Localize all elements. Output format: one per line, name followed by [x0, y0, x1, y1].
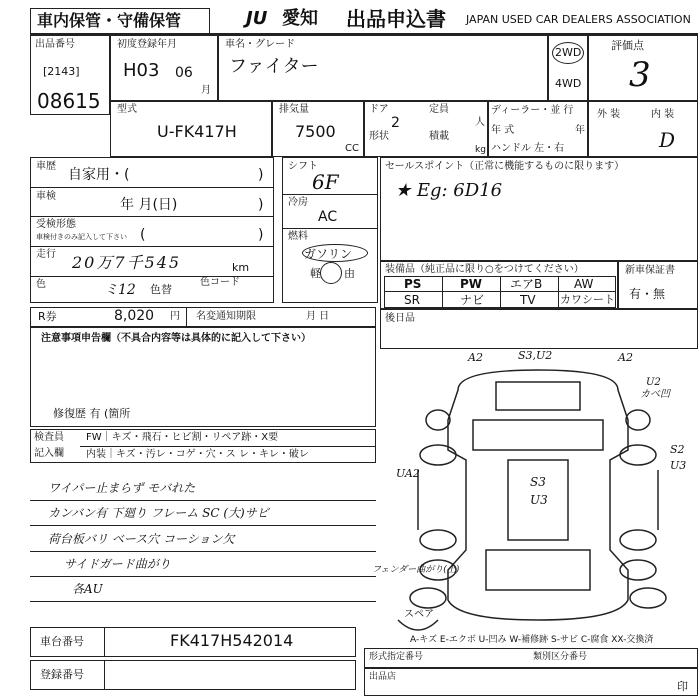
exterior-label: 外 装: [597, 109, 621, 120]
interior-grade: D: [659, 128, 676, 152]
sales-value: ★ Eg: 6D16: [395, 180, 503, 201]
mark-s2: S2: [670, 443, 685, 456]
equip-v3: [558, 276, 559, 308]
hist-line-1: [30, 187, 274, 188]
spare-label: スペア: [404, 609, 434, 620]
model-box: [110, 101, 272, 157]
storage-box: [30, 8, 210, 34]
cap-label: 定員: [429, 104, 449, 115]
mark-u2: U2: [646, 377, 661, 388]
interior-label: 内 装: [651, 109, 675, 120]
repair-label: 修復歴 有 (箇所: [53, 407, 131, 420]
color-code: 色コード: [200, 277, 240, 288]
mark-a2-right: A2: [618, 351, 633, 364]
equip-airbag: エアB: [510, 277, 543, 291]
color-label: 色: [36, 279, 46, 290]
model-label: 型式: [117, 104, 137, 115]
disp-value: 7500: [295, 122, 336, 141]
disp-label: 排気量: [279, 104, 309, 115]
hw-note-5: 各AU: [72, 582, 103, 596]
sales-box: [380, 157, 698, 261]
month-unit: 月: [201, 85, 211, 96]
drive-box: [548, 35, 588, 101]
recycle-yen: 円: [170, 311, 180, 322]
fuel-circle-2: [320, 262, 342, 284]
equip-tv: TV: [520, 293, 536, 307]
entry-label: 記入欄: [34, 448, 64, 459]
score-label: 評価点: [611, 39, 644, 52]
hw-note-1: ワイパー止まらず モバれた: [48, 481, 196, 495]
fender-note: フェンダー曲がり(上): [372, 565, 460, 575]
lot-small: [2143]: [43, 65, 80, 78]
mark-u3-right: U3: [670, 459, 687, 472]
history-close: ): [258, 167, 264, 183]
notes-label: 注意事項申告欄（不具合内容等は具体的に記入して下さい）: [41, 333, 311, 344]
notice-value: 月 日: [306, 311, 330, 322]
mark-a2-left: A2: [468, 351, 483, 364]
hw-line-5: [30, 601, 376, 602]
car-name: ファイター: [229, 56, 319, 77]
drive-2wd: 2WD: [555, 46, 582, 59]
color-value: ミ12: [104, 282, 136, 298]
notes-box: [30, 327, 376, 427]
chassis-div: [104, 627, 105, 657]
shape-label: 形状: [369, 131, 389, 142]
damage-legend: A-キズ E-エクボ U-凹み W-補修跡 S-サビ C-腐食 XX-交換済: [410, 635, 654, 645]
mark-s3-center: S3: [530, 475, 546, 489]
ju-logo: JU: [246, 8, 268, 29]
equip-sr: SR: [404, 293, 420, 307]
hist-line-3: [30, 246, 274, 247]
later-box: [380, 309, 698, 349]
hw-note-2: カンバン有 下廻り フレーム SC (大)サビ: [48, 506, 269, 520]
ac-value: AC: [318, 209, 338, 225]
equipment-label: 装備品（純正品に限り○をつけてください）: [385, 264, 584, 275]
aichi-label: 愛知: [282, 8, 318, 29]
seal-right: 印: [677, 680, 688, 693]
lot-label: 出品番号: [35, 39, 75, 50]
cc-unit: CC: [345, 143, 359, 154]
lot-box: [30, 35, 110, 115]
association-name: JAPAN USED CAR DEALERS ASSOCIATION: [466, 13, 691, 26]
fuel-alt: 軽: [310, 267, 321, 280]
disp-box: [272, 101, 364, 157]
inspection-label: 車検: [36, 191, 56, 202]
reg-label: 初度登録年月: [117, 39, 177, 50]
recycle-label: R券: [38, 310, 57, 323]
inspection-close: ): [258, 197, 264, 213]
seal-box: [364, 668, 698, 696]
equip-seat: カワシート: [560, 293, 615, 306]
cert-right: 類別区分番号: [533, 652, 588, 662]
mileage-value: 20万7千545: [72, 253, 182, 272]
load-label: 積載: [429, 131, 449, 142]
recycle-div: [186, 307, 187, 327]
interior-row: 内装｜キズ・汚レ・コゲ・穴・ス レ・キレ・破レ: [86, 449, 309, 460]
mark-kabe: カベ凹: [640, 389, 670, 400]
handle-label: ハンドル 左・右: [491, 143, 565, 154]
cert-box: [364, 648, 698, 668]
history-label: 車歴: [36, 161, 56, 172]
mark-u3-center: U3: [530, 493, 548, 507]
color-change: 色替: [150, 283, 172, 296]
name-box: [218, 35, 548, 101]
sales-label: セールスポイント（正常に機能するものに限ります）: [385, 161, 625, 172]
dealer-label: ディーラー・並 行: [491, 105, 574, 116]
fw-row: FW｜キズ・飛石・ヒビ割・リペア跡・X要: [86, 432, 279, 443]
shift-line-1: [282, 194, 378, 195]
test-note: 車検付きのみ記入して下さい: [36, 233, 127, 241]
hw-line-1: [30, 500, 376, 501]
storage-label: 車内保管・守備保管: [37, 11, 182, 30]
model-value: U-FK417H: [157, 122, 237, 141]
warranty-value: 有・無: [629, 287, 666, 301]
hw-note-3: 荷台板バリ ベース穴 コーション欠: [48, 532, 235, 546]
lot-number: 08615: [37, 89, 101, 113]
test-value: (: [140, 227, 146, 243]
equip-ps: PS: [404, 277, 422, 291]
hw-line-4: [30, 576, 376, 577]
ac-label: 冷房: [288, 197, 308, 208]
hw-note-4: サイドガード曲がり: [64, 557, 171, 571]
history-value: 自家用・(: [68, 167, 130, 183]
model-year-label: 年 式: [491, 125, 515, 136]
reg-box: [110, 35, 218, 101]
fw-mid: [80, 446, 376, 447]
reg-month: 06: [175, 65, 193, 81]
warranty-box: [618, 261, 698, 309]
score-box: [588, 35, 698, 101]
regno-label: 登録番号: [40, 668, 84, 681]
regno-div: [104, 660, 105, 690]
fuel-circle: [302, 244, 368, 262]
warranty-label: 新車保証書: [625, 265, 675, 276]
dealer-box: [488, 101, 588, 157]
cap-unit: 人: [475, 117, 485, 128]
equip-v2: [500, 276, 501, 308]
cert-label: 形式指定番号: [369, 652, 424, 662]
mark-ua2: UA2: [396, 467, 420, 480]
shift-value: 6F: [312, 170, 339, 194]
kg-unit: kg: [475, 145, 486, 155]
equip-aw: AW: [574, 277, 594, 291]
form-title: 出品申込書: [346, 7, 446, 31]
seal-label: 出品店: [369, 672, 397, 682]
door-value: 2: [391, 115, 400, 131]
fuel-label: 燃料: [288, 231, 308, 242]
mileage-label: 走行: [36, 249, 56, 260]
equip-navi: ナビ: [460, 293, 485, 307]
door-box: [364, 101, 488, 157]
chassis-label: 車台番号: [40, 635, 84, 648]
equip-v1: [442, 276, 443, 308]
hw-line-3: [30, 551, 376, 552]
model-year-unit: 年: [575, 125, 585, 136]
hw-line-2: [30, 525, 376, 526]
drive-4wd: 4WD: [555, 77, 582, 90]
fuel-alt-2: 由: [344, 267, 355, 280]
reg-year: H03: [123, 60, 160, 81]
shift-label: シフト: [288, 161, 318, 172]
mark-s3u2: S3,U2: [518, 349, 553, 362]
hist-line-2: [30, 216, 274, 217]
chassis-value: FK417H542014: [170, 631, 294, 650]
checker-label: 検査員: [34, 432, 64, 443]
recycle-amount: 8,020: [114, 308, 155, 324]
notice-label: 名変通知期限: [196, 311, 256, 322]
name-label: 車名・グレード: [225, 39, 295, 50]
later-label: 後日品: [385, 313, 415, 324]
fuel-value: ガソリン: [304, 247, 353, 261]
equip-pw: PW: [460, 277, 483, 291]
score-value: 3: [629, 55, 651, 95]
shift-line-2: [282, 228, 378, 229]
grade-box: [588, 101, 698, 157]
inspection-value: 年 月(日): [120, 197, 178, 213]
test-close: ): [258, 227, 264, 243]
door-label: ドア: [369, 104, 389, 115]
km-unit: km: [232, 261, 250, 274]
test-label: 受検形態: [36, 219, 76, 230]
